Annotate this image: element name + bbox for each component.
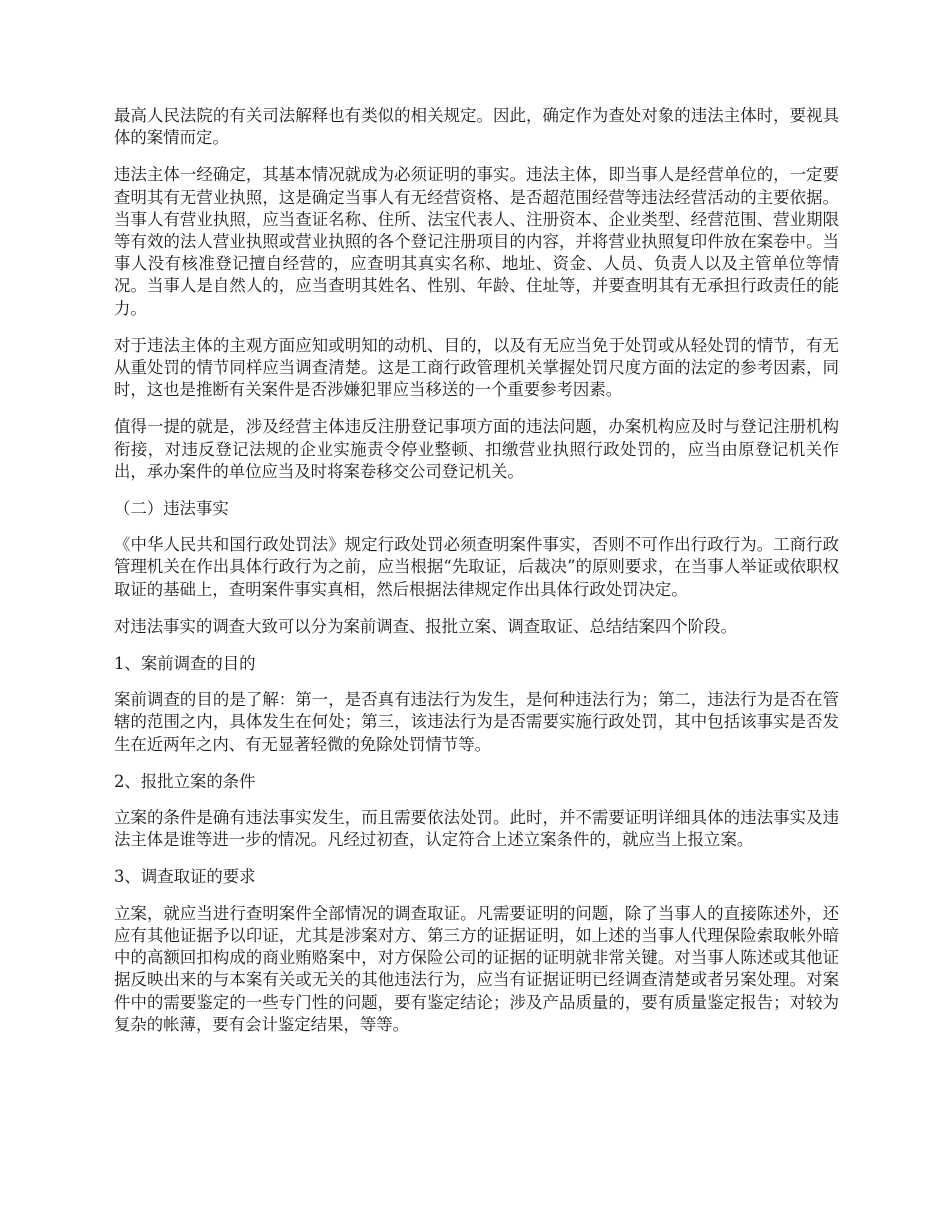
document-body	[114, 105, 839, 1051]
paragraph-pre-case-purpose: 案前调查的目的是了解：第一，是否真有违法行为发生，是何种违法行为；第二，违法行为是否在管辖的范围之内，具体发生在何处；第三，该违法行为是否需要实施行政处罚，其中包括该事实是否发生在近两年之内、有无显著轻微的免除处罚情节等。	[114, 690, 839, 754]
paragraph-judicial-interpretation: 最高人民法院的有关司法解释也有类似的相关规定。因此，确定作为查处对象的违法主体时，要视具体的案情而定。	[114, 106, 839, 148]
subheading-pre-case-investigation: 1、案前调查的目的	[114, 654, 256, 674]
paragraph-violator-facts: 违法主体一经确定，其基本情况就成为必须证明的事实。违法主体，即当事人是经营单位的，一定要查明其有无营业执照，这是确定当事人有无经营资格、是否超范围经营等违法经营活动的主要依据。当事人有营业执照，应当查证名称、住所、法宝代表人、注册资本、企业类型、经营范围、营业期限等有效的法人营业执照或营业执照的各个登记注册项目的内容，并将营业执照复印件放在案卷中。当事人没有核准登记擅自经营的，应查明其真实名称、地址、资金、人员、负责人以及主管单位等情况。当事人是自然人的，应当查明其姓名、性别、年龄、住址等，并要查明其有无承担行政责任的能力。	[114, 165, 839, 318]
paragraph-subjective-aspect: 对于违法主体的主观方面应知或明知的动机、目的，以及有无应当免于处罚或从轻处罚的情节，有无从重处罚的情节同样应当调查清楚。这是工商行政管理机关掌握处罚尺度方面的法定的参考因素，同时，这也是推断有关案件是否涉嫌犯罪应当移送的一个重要参考因素。	[114, 335, 839, 400]
section-heading-illegal-facts: （二）违法事实	[114, 499, 229, 519]
paragraph-registration-issues: 值得一提的就是，涉及经营主体违反注册登记事项方面的违法问题，办案机构应及时与登记注册机构衔接，对违反登记法规的企业实施责令停业整顿、扣缴营业执照行政处罚的，应当由原登记机关作出，承办案件的单位应当及时将案卷移交公司登记机关。	[114, 417, 839, 481]
subheading-case-filing-conditions: 2、报批立案的条件	[114, 771, 256, 791]
paragraph-filing-conditions: 立案的条件是确有违法事实发生，而且需要依法处罚。此时，并不需要证明详细具体的违法事实及违法主体是谁等进一步的情况。凡经过初查，认定符合上述立案条件的，就应当上报立案。	[114, 808, 839, 850]
paragraph-administrative-penalty-law: 《中华人民共和国行政处罚法》规定行政处罚必须查明案件事实，否则不可作出行政行为。工商行政管理机关在作出具体行政行为之前，应当根据“先取证，后裁决”的原则要求，在当事人举证或依职权取证的基础上，查明案件事实真相，然后根据法律规定作出具体行政处罚决定。	[114, 535, 839, 599]
subheading-evidence-requirements: 3、调查取证的要求	[114, 867, 256, 887]
paragraph-evidence-requirements: 立案，就应当进行查明案件全部情况的调查取证。凡需要证明的问题，除了当事人的直接陈述外，还应有其他证据予以印证，尤其是涉案对方、第三方的证据证明，如上述的当事人代理保险索取帐外暗中的高额回扣构成的商业贿赂案中，对方保险公司的证据的证明就非常关键。对当事人陈述或其他证据反映出来的与本案有关或无关的其他违法行为，应当有证据证明已经调查清楚或者另案处理。对案件中的需要鉴定的一些专门性的问题，要有鉴定结论；涉及产品质量的，要有质量鉴定报告；对较为复杂的帐薄，要有会计鉴定结果，等等。	[114, 903, 839, 1034]
paragraph-investigation-stages: 对违法事实的调查大致可以分为案前调查、报批立案、调查取证、总结结案四个阶段。	[114, 616, 737, 636]
